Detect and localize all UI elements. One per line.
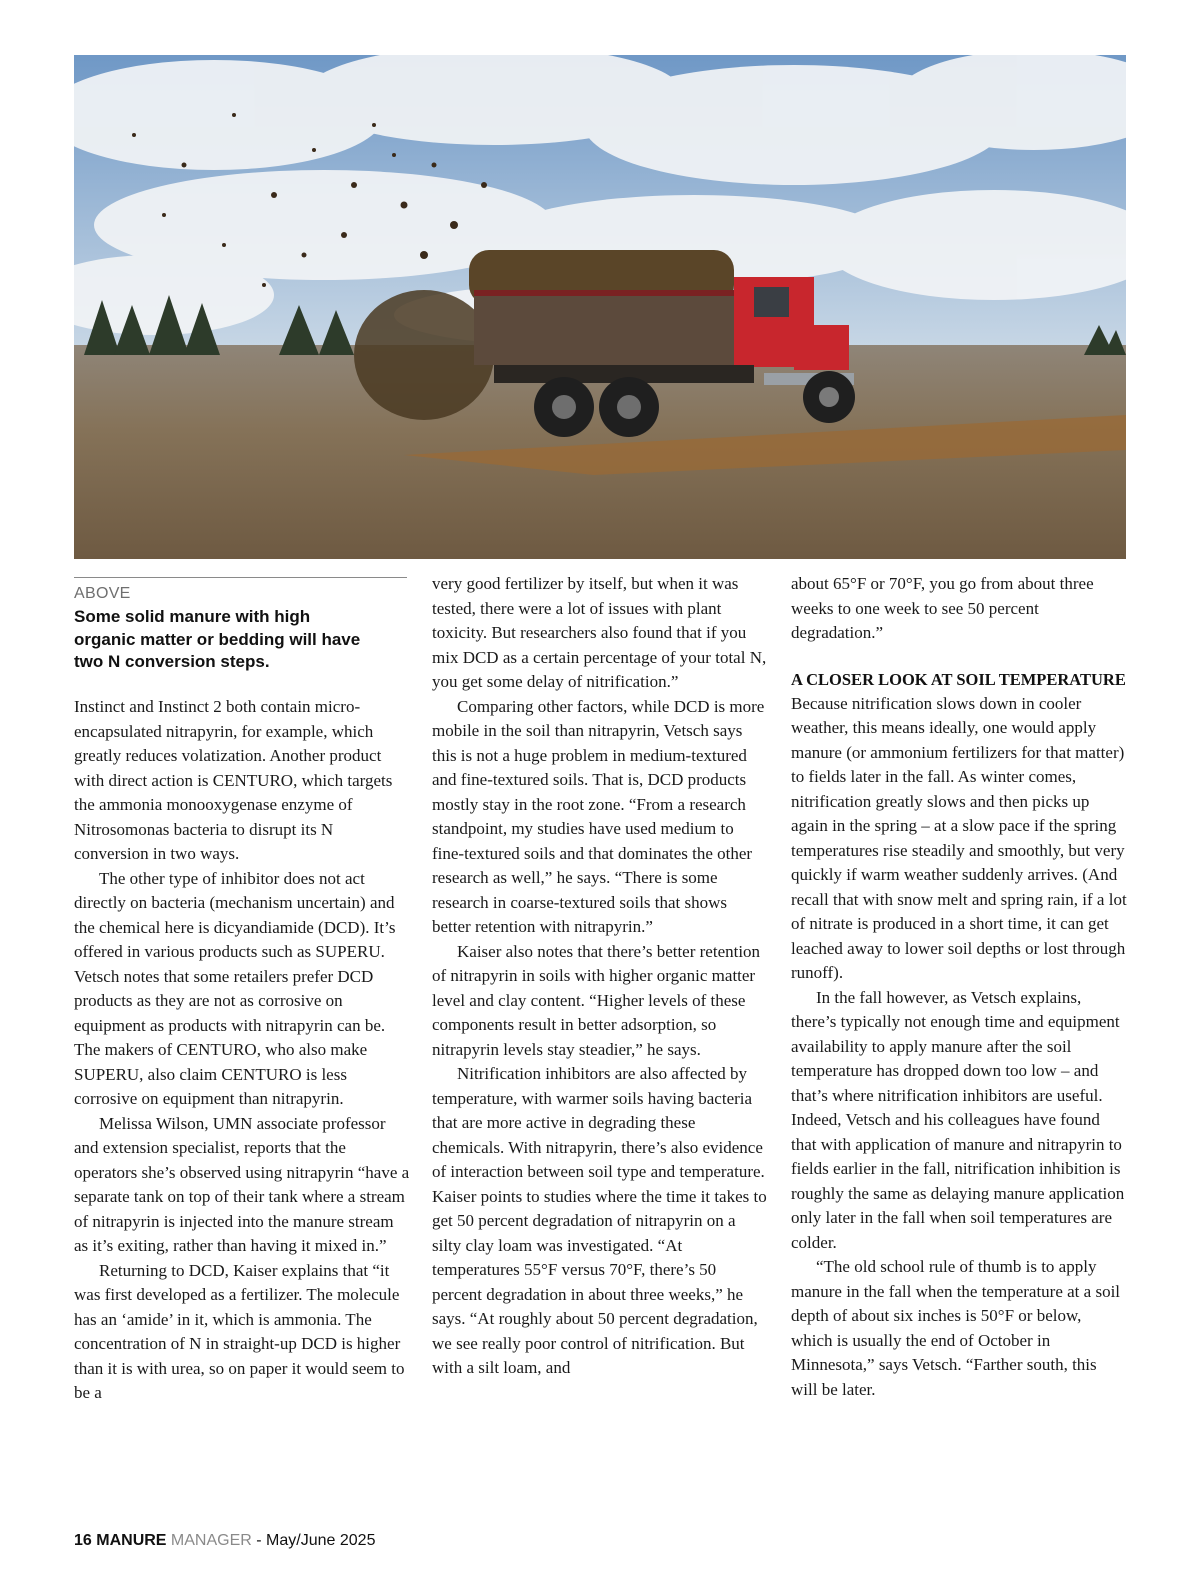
- caption-text: Some solid manure with high organic matter or bedding will have two N conversion steps.: [74, 607, 361, 671]
- paragraph: Melissa Wilson, UMN associate professor and extension specialist, reports that the operators she’s observed using nitrapyrin “have a separate tank on top of their tank where a stream of nitrapyrin is injected into the manure stream as it’s exiting, rather than having it mixed in.”: [74, 1113, 410, 1255]
- cab-window: [754, 287, 789, 317]
- paragraph: Nitrification inhibitors are also affected by temperature, with warmer soils having bacteria that are more active in degrading these chemicals. With nitrapyrin, there’s also evidence of interaction between soil type and temperature. Kaiser points to studies where the time it takes to get 50 percent degradation of nitrapyrin on a silty clay loam was investigated. “At temperatures 55°F versus 70°F, there’s 50 percent degradation in about three weeks,” he says. “At roughly about 50 percent degradation, we see really poor control of nitrification. But with a silt loam, and: [432, 1064, 767, 1377]
- truck-hood: [794, 325, 849, 370]
- paragraph: about 65°F or 70°F, you go from about three weeks to one week to see 50 percent degradation.”: [791, 574, 1094, 642]
- article-column-3: [791, 572, 1127, 1402]
- page-number: 16: [74, 1532, 92, 1549]
- paragraph: In the fall however, as Vetsch explains, there’s typically not enough time and equipment availability to apply manure after the soil temperature has dropped down too low – and that’s where nitrification inhibitors are useful. Indeed, Vetsch and his colleagues have found that with application of manure and nitrapyrin to fields earlier in the fall, nitrification inhibition is roughly the same as delaying manure application only later in the fall when soil temperatures are colder.: [791, 987, 1125, 1252]
- paragraph: Comparing other factors, while DCD is more mobile in the soil than nitrapyrin, Vetsch says this is not a huge problem in medium-textured and fine-textured soils. That is, DCD products mostly stay in the root zone. “From a research standpoint, my studies have used medium to fine-textured soils and that dominates the other research as well,” he says. “There is some research in coarse-textured soils that shows better retention with nitrapyrin.”: [432, 696, 765, 936]
- page-footer: [74, 1532, 375, 1550]
- brand-manure: MANURE: [96, 1532, 167, 1549]
- article-column-2: [432, 572, 768, 1381]
- spreader-box: [474, 290, 744, 365]
- paragraph: “The old school rule of thumb is to apply manure in the fall when the temperature at a soil depth of about six inches is 50°F or below, which is usually the end of October in Minnesota,” says Vetsch. “Farther south, this will be later.: [791, 1257, 1121, 1399]
- article-column-1: [74, 695, 410, 1406]
- manure-spreader-photo: [74, 55, 1126, 559]
- issue-date: - May/June 2025: [256, 1532, 376, 1549]
- paragraph: Kaiser also notes that there’s better retention of nitrapyrin in soils with higher organic matter level and clay content. “Higher levels of these components result in better adsorption, so nitrapyrin levels stay steadier,” he says.: [432, 941, 761, 1059]
- paragraph: very good fertilizer by itself, but when it was tested, there were a lot of issues with plant toxicity. But researchers also found that if you mix DCD as a certain percentage of your total N, you get some delay of nitrification.”: [432, 574, 767, 691]
- manure-cloud: [354, 290, 494, 420]
- paragraph: Returning to DCD, Kaiser explains that “it was first developed as a fertilizer. The molecule has an ‘amide’ in it, which is ammonia. The concentration of N in straight-up DCD is higher than it is with urea, so on paper it would seem to be a: [74, 1260, 405, 1402]
- subheading: A CLOSER LOOK AT SOIL TEMPERATURE: [791, 669, 1126, 689]
- paragraph: Because nitrification slows down in cooler weather, this means ideally, one would apply manure (or ammonium fertilizers for that matter) to fields later in the fall. As winter comes, nitrification greatly slows and then picks up again in the spring – at a slow pace if the spring temperatures rise steadily and smoothly, but very quickly if warm weather suddenly arrives. (And recall that with snow melt and spring rain, if a lot of nitrate is produced in a short time, it can get leached away to lower soil depths or lost through runoff).: [791, 693, 1127, 982]
- caption-label: ABOVE: [74, 585, 131, 602]
- photo-caption: [74, 577, 407, 674]
- paragraph: Instinct and Instinct 2 both contain micro-encapsulated nitrapyrin, for example, which greatly reduces volatization. Another product with direct action is CENTURO, which targets the ammonia monooxygenase enzyme of Nitrosomonas bacteria to disrupt its N conversion in two ways.: [74, 697, 393, 863]
- brand-manager: MANAGER: [170, 1532, 252, 1549]
- paragraph: The other type of inhibitor does not act directly on bacteria (mechanism uncertain) and the chemical here is dicyandiamide (DCD). It’s offered in various products such as SUPERU. Vetsch notes that some retailers prefer DCD products as they are not as corrosive on equipment as products with nitrapyrin can be. The makers of CENTURO, who also make SUPERU, also claim CENTURO is less corrosive on equipment than nitrapyrin.: [74, 868, 396, 1108]
